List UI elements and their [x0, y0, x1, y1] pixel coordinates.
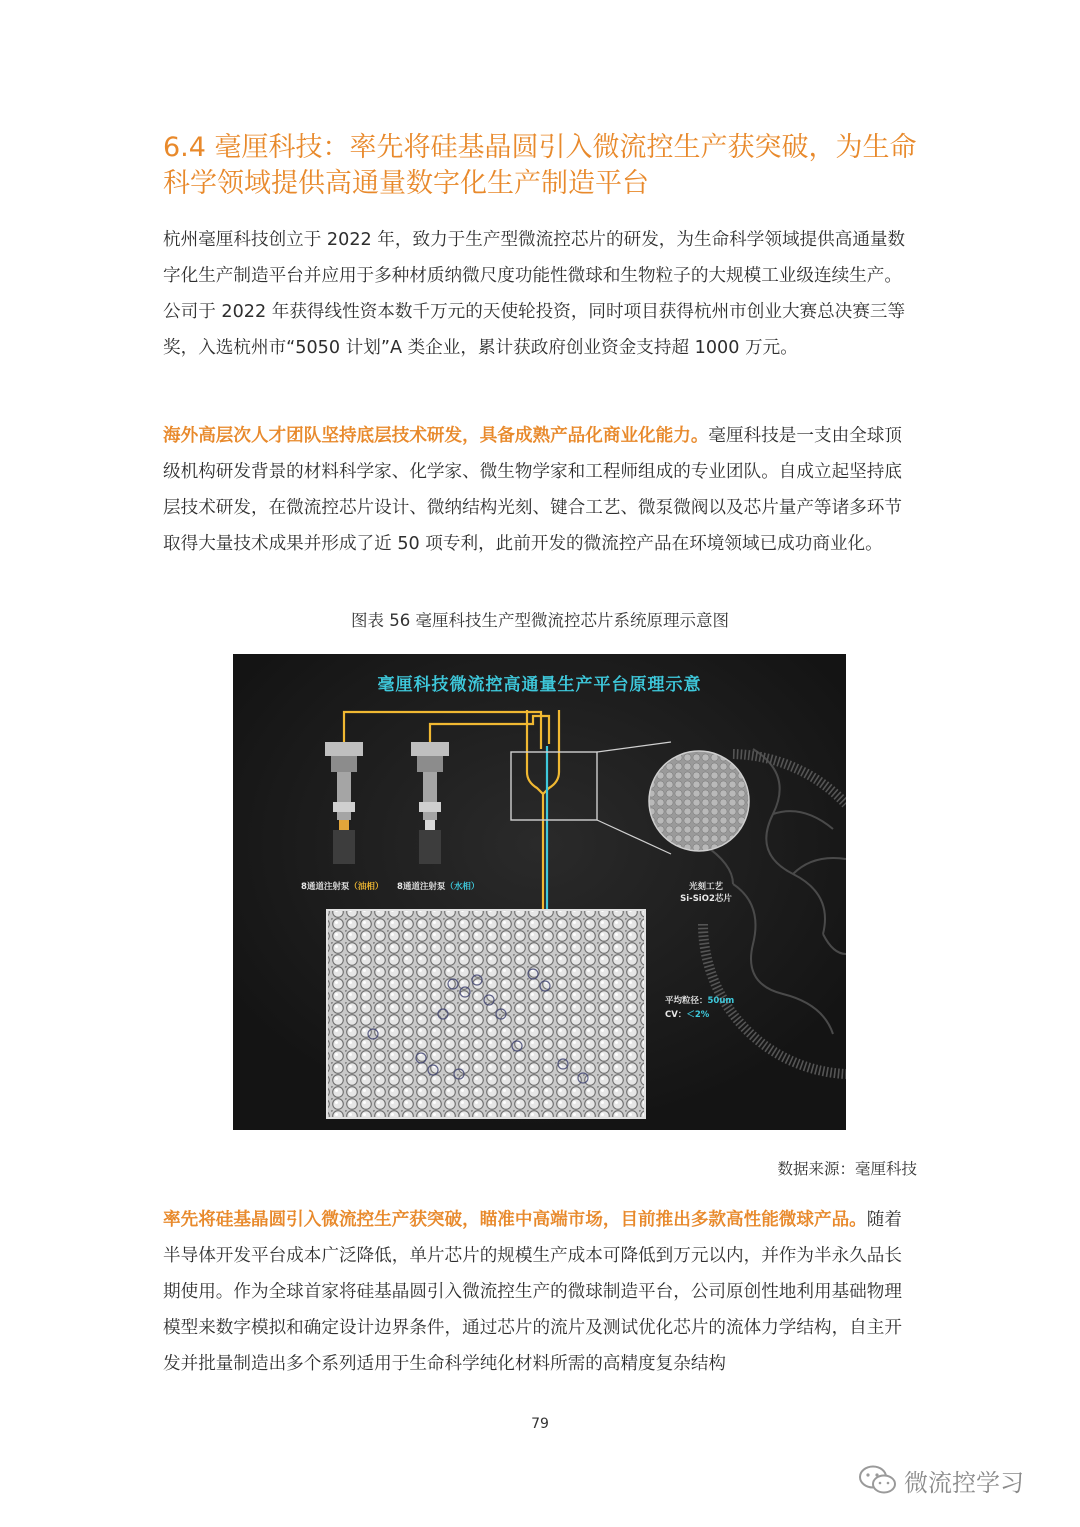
oil-phase-label: （油相） — [349, 882, 384, 892]
microsphere-micrograph — [327, 910, 645, 1118]
particle-size-value: 50um — [707, 996, 735, 1006]
paragraph-silicon-wafer — [163, 1202, 919, 1382]
cv-value: ＜2% — [686, 1010, 710, 1020]
watermark — [858, 1462, 1024, 1498]
figure-caption: 图表 56 毫厘科技生产型微流控芯片系统原理示意图 — [351, 611, 729, 630]
particle-stats: 平均粒径：50um CV：＜2% — [665, 996, 735, 1020]
pump-oil-label: 8通道注射泵（油相） — [301, 882, 384, 892]
paragraph-team-highlight: 海外高层次人才团队坚持底层技术研发，具备成熟产品化商业化能力。 — [163, 426, 709, 446]
figure-schematic — [233, 654, 846, 1130]
wechat-icon — [858, 1464, 898, 1496]
schematic-graphic — [233, 654, 846, 1130]
figure-title: 毫厘科技微流控高通量生产平台原理示意 — [377, 675, 702, 695]
paragraph-silicon-text: 随着半导体开发平台成本广泛降低，单片芯片的规模生产成本可降低到万元以内，并作为半永久品长期使用。作为全球首家将硅基晶圆引入微流控生产的微球制造平台，公司原创性地利用基础物理模型来数字模拟和确定设计边界条件，通过芯片的流片及测试优化芯片的流体力学结构，自主开发并批量制造出多个系列适用于生命科学纯化材料所需的高精度复杂结构 — [163, 1210, 902, 1374]
section-heading: 6.4 毫厘科技：率先将硅基晶圆引入微流控生产获突破，为生命科学领域提供高通量数字化生产制造平台 — [163, 132, 917, 199]
paragraph-silicon-highlight: 率先将硅基晶圆引入微流控生产获突破，瞄准中高端市场，目前推出多款高性能微球产品。 — [163, 1210, 867, 1230]
watermark-text: 微流控学习 — [904, 1468, 1024, 1497]
paragraph-team-text: 毫厘科技是一支由全球顶级机构研发背景的材料科学家、化学家、微生物学家和工程师组成的专业团队。自成立起坚持底层技术研发，在微流控芯片设计、微纳结构光刻、键合工艺、微泵微阀以及芯片量产等诸多环节取得大量技术成果并形成了近 50 项专利，此前开发的微流控产品在环境领域已成功商业化。 — [163, 426, 902, 554]
chip-label: 光刻工艺 Si-SiO2芯片 — [680, 882, 732, 904]
data-source: 数据来源：毫厘科技 — [777, 1160, 917, 1178]
paragraph-team — [163, 418, 919, 562]
wafer-zoom-circle — [649, 751, 749, 851]
pump-water-label: 8通道注射泵（水相） — [397, 882, 480, 892]
paragraph-company-intro: 杭州毫厘科技创立于 2022 年，致力于生产型微流控芯片的研发，为生命科学领域提供高通量数字化生产制造平台并应用于多种材质纳微尺度功能性微球和生物粒子的大规模工业级连续生产。公司于 2022 年获得线性资本数千万元的天使轮投资，同时项目获得杭州市创业大赛总决赛三等奖，入选杭州市“5050 计划”A 类企业，累计获政府创业资金支持超 1000 万元。 — [163, 230, 906, 358]
water-phase-label: （水相） — [445, 882, 480, 892]
page-number: 79 — [531, 1416, 549, 1432]
